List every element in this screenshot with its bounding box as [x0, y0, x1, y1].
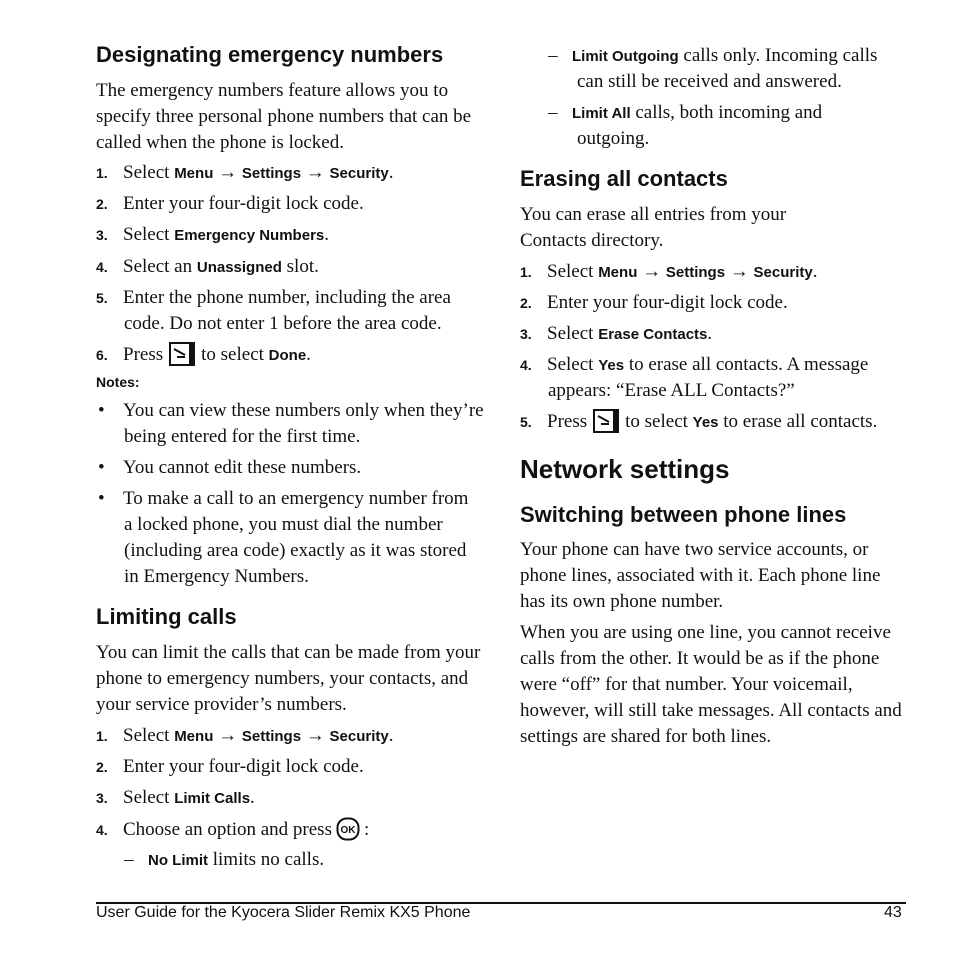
step-number: 3. — [520, 326, 532, 342]
erasing-step-2: 2. Enter your four-digit lock code. — [520, 290, 788, 316]
settings-label: Settings — [241, 165, 302, 182]
step-number: 1. — [96, 165, 108, 181]
security-label: Security — [329, 728, 389, 745]
menu-label: Menu — [174, 728, 214, 745]
security-label: Security — [753, 264, 813, 281]
step-number: 2. — [96, 196, 108, 212]
emergency-step-2: 2. Enter your four-digit lock code. — [96, 191, 364, 217]
bullet: • — [98, 488, 105, 509]
menu-label: Menu — [598, 264, 638, 281]
switching-p1-line-2: phone lines, associated with it. Each phone line — [520, 565, 881, 586]
step-number: 4. — [96, 822, 108, 838]
erasing-step-4: 4. Select Yes to erase all contacts. A message — [520, 352, 868, 379]
step-number: 5. — [520, 414, 532, 430]
limiting-step-3: 3. Select Limit Calls. — [96, 785, 255, 812]
ok-key-icon — [336, 817, 360, 841]
settings-label: Settings — [241, 728, 302, 745]
limiting-step-4: 4. Choose an option and press OK : — [96, 817, 369, 843]
note-3-line-2: a locked phone, you must dial the number — [124, 514, 443, 535]
limiting-step-1: 1. Select Menu → Settings → Security. — [96, 723, 394, 750]
note-1-line-2: being entered for the first time. — [124, 426, 361, 447]
menu-label: Menu — [174, 165, 214, 182]
heading-network-settings: Network settings — [520, 454, 730, 484]
step-number: 1. — [520, 264, 532, 280]
step-number: 1. — [96, 728, 108, 744]
left-softkey-icon — [169, 342, 195, 366]
yes-label: Yes — [598, 357, 625, 374]
note-3: • To make a call to an emergency number from — [96, 486, 468, 512]
no-limit-label: No Limit — [148, 852, 208, 869]
erasing-step-3: 3. Select Erase Contacts. — [520, 321, 712, 348]
step-number: 2. — [520, 295, 532, 311]
limiting-intro-line-1: You can limit the calls that can be made from your — [96, 642, 481, 663]
heading-limiting-calls: Limiting calls — [96, 604, 237, 629]
unassigned-label: Unassigned — [196, 259, 282, 276]
limit-calls-label: Limit Calls — [174, 790, 251, 807]
footer-title: User Guide for the Kyocera Slider Remix KX5 Phone — [96, 904, 471, 921]
step-number: 4. — [96, 259, 108, 275]
emergency-step-5: 5. Enter the phone number, including the area — [96, 285, 451, 311]
step-number: 3. — [96, 227, 108, 243]
note-3-line-4: in Emergency Numbers. — [124, 566, 309, 587]
dash: – — [124, 849, 134, 870]
limiting-intro-line-2: phone to emergency numbers, your contacts, and — [96, 668, 469, 689]
emergency-intro-line-1: The emergency numbers feature allows you to — [96, 80, 449, 101]
emergency-step-3: 3. Select Emergency Numbers. — [96, 222, 329, 249]
note-2: • You cannot edit these numbers. — [96, 455, 361, 481]
emergency-step-4: 4. Select an Unassigned slot. — [96, 254, 319, 281]
emergency-step-1: 1. Select Menu → Settings → Security. — [96, 160, 394, 187]
done-label: Done — [268, 347, 307, 364]
step-number: 2. — [96, 759, 108, 775]
limit-all-label: Limit All — [572, 105, 631, 122]
limit-outgoing-label: Limit Outgoing — [572, 48, 679, 65]
bullet: • — [98, 457, 105, 478]
option-limit-outgoing-line-2: can still be received and answered. — [577, 71, 842, 92]
emergency-step-5-line-2: code. Do not enter 1 before the area code. — [124, 313, 442, 334]
erase-contacts-label: Erase Contacts — [598, 326, 708, 343]
switching-p2-line-3: were “off” for that number. Your voicemail, — [520, 674, 853, 695]
yes-label: Yes — [692, 414, 719, 431]
erasing-step-5: 5. Press to select Yes to erase all contacts. — [520, 409, 877, 436]
switching-p2-line-4: however, will still take messages. All contacts and — [520, 700, 902, 721]
emergency-step-6: 6. Press to select Done. — [96, 342, 311, 369]
step-number: 6. — [96, 347, 108, 363]
notes-label: Notes: — [96, 374, 140, 390]
ok-key-label: OK — [340, 825, 356, 836]
note-3-line-3: (including area code) exactly as it was stored — [124, 540, 467, 561]
option-limit-outgoing: – Limit Outgoing calls only. Incoming calls — [548, 43, 877, 70]
erasing-intro-line-1: You can erase all entries from your — [520, 204, 787, 225]
switching-p1-line-3: has its own phone number. — [520, 591, 724, 612]
settings-label: Settings — [665, 264, 726, 281]
option-limit-all: – Limit All calls, both incoming and — [548, 100, 822, 127]
erasing-step-1: 1. Select Menu → Settings → Security. — [520, 259, 818, 286]
note-1: • You can view these numbers only when they’re — [96, 398, 484, 424]
erasing-step-4-line-2: appears: “Erase ALL Contacts?” — [548, 380, 795, 401]
switching-p2-line-2: calls from the other. It would be as if the phone — [520, 648, 880, 669]
option-limit-all-line-2: outgoing. — [577, 128, 650, 149]
dash: – — [548, 45, 558, 66]
switching-p2-line-5: settings are shared for both lines. — [520, 726, 772, 747]
step-number: 3. — [96, 790, 108, 806]
switching-p2-line-1: When you are using one line, you cannot receive — [520, 622, 891, 643]
heading-designating-emergency-numbers: Designating emergency numbers — [96, 42, 444, 67]
option-no-limit: – No Limit limits no calls. — [124, 847, 324, 874]
page-number: 43 — [884, 904, 902, 921]
erasing-intro-line-2: Contacts directory. — [520, 230, 664, 251]
emergency-numbers-label: Emergency Numbers — [174, 227, 325, 244]
step-number: 5. — [96, 290, 108, 306]
limiting-step-2: 2. Enter your four-digit lock code. — [96, 754, 364, 780]
dash: – — [548, 102, 558, 123]
left-softkey-icon — [593, 409, 619, 433]
security-label: Security — [329, 165, 389, 182]
emergency-intro-line-2: specify three personal phone numbers that can be — [96, 106, 472, 127]
heading-switching-between-phone-lines: Switching between phone lines — [520, 502, 847, 527]
bullet: • — [98, 400, 105, 421]
emergency-intro-line-3: called when the phone is locked. — [96, 132, 344, 153]
switching-p1-line-1: Your phone can have two service accounts, or — [520, 539, 869, 560]
step-number: 4. — [520, 357, 532, 373]
heading-erasing-all-contacts: Erasing all contacts — [520, 166, 728, 191]
limiting-intro-line-3: your service provider’s numbers. — [96, 694, 347, 715]
